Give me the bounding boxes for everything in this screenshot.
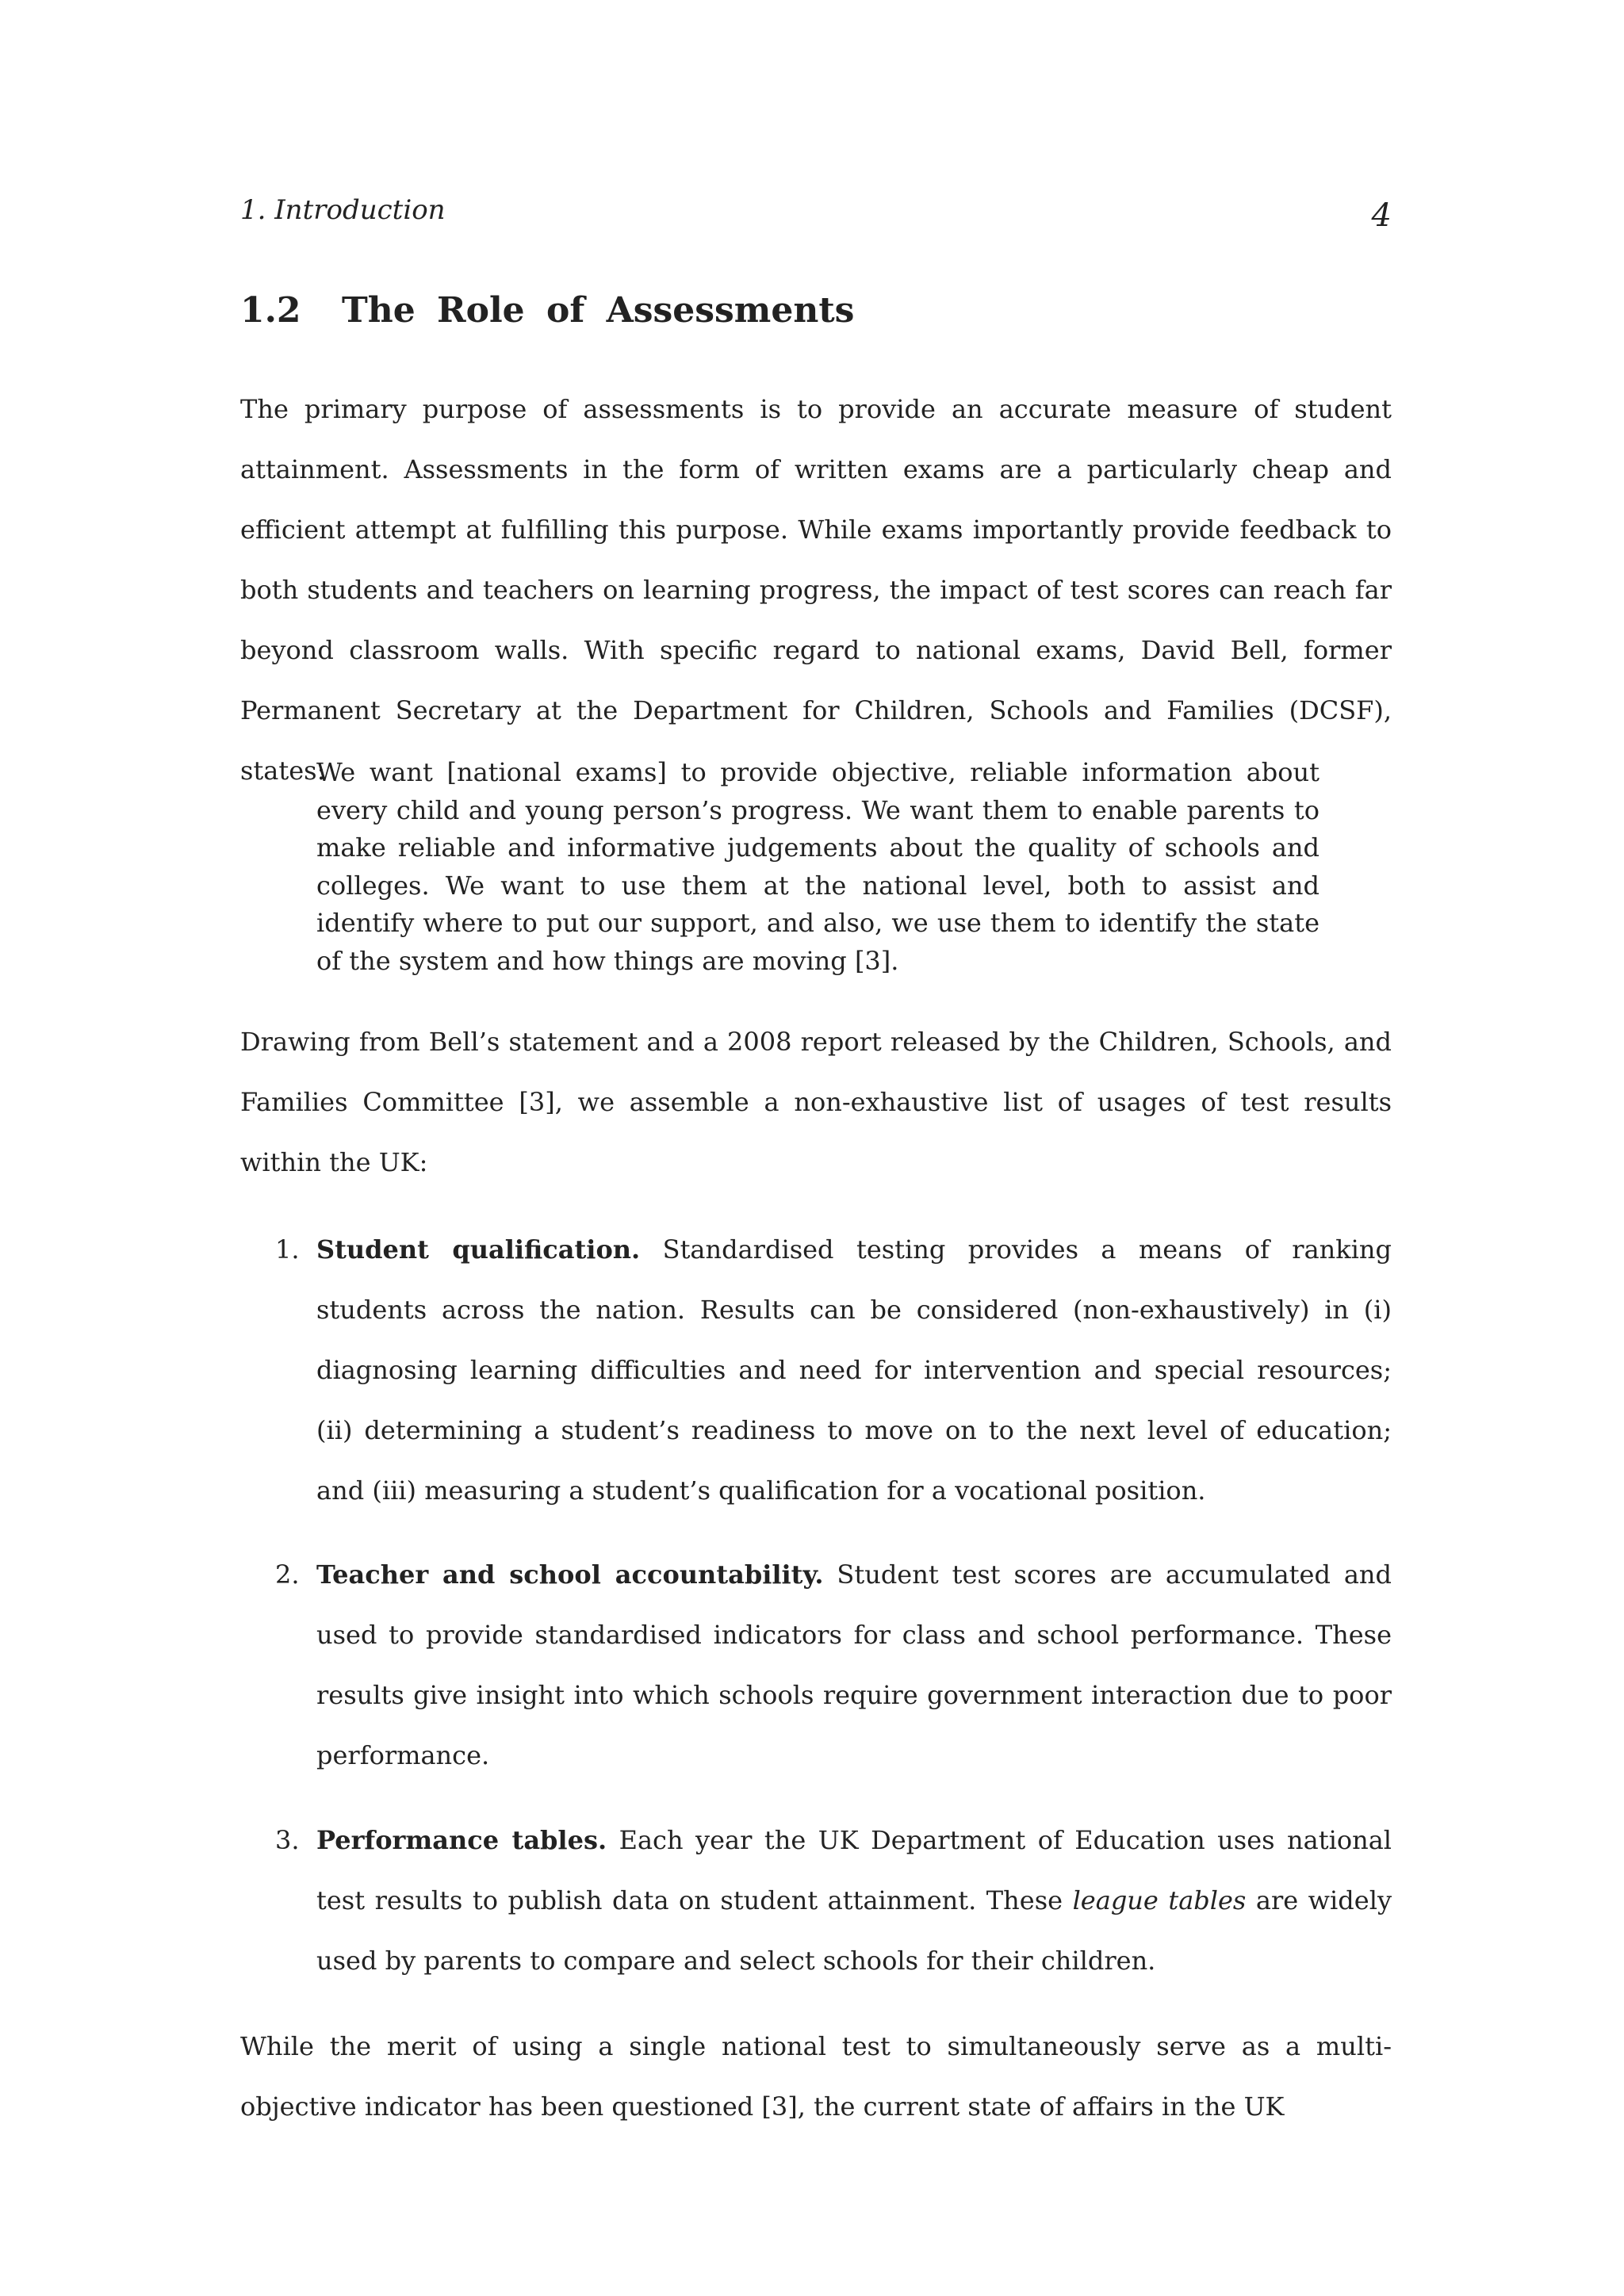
list-item bbox=[240, 1544, 1392, 1785]
running-header-chapter: 1. Introduction bbox=[240, 194, 446, 226]
list-item-heading: Teacher and school accountability. bbox=[316, 1559, 824, 1590]
list-item-number: 2. bbox=[275, 1559, 300, 1590]
list-item-number: 3. bbox=[275, 1825, 300, 1855]
list-item-number: 1. bbox=[275, 1234, 300, 1265]
list-item-text: Standardised testing provides a means of ranking students across the nation. Results can be considered (non-exhaustively) in (i) diagnosing learning difficulties and need for intervention and special resources; (ii) determining a student’s readiness to move on to the next level of education; and (iii) measuring a student’s qualification for a vocational position. bbox=[316, 1234, 1392, 1506]
list-item-body bbox=[316, 1544, 1392, 1785]
section-title: The Role of Assessments bbox=[342, 290, 855, 331]
section-number: 1.2 bbox=[240, 290, 301, 331]
list-item-heading: Performance tables. bbox=[316, 1825, 607, 1855]
list-item bbox=[240, 1810, 1392, 1991]
list-item-text: Each year the UK Department of Education uses national test results to publish data on student attainment. These bbox=[316, 1825, 1392, 1915]
section-heading bbox=[240, 290, 854, 331]
body-paragraph-2: Drawing from Bell’s statement and a 2008 report released by the Children, Schools, and Families Committee [3], we assemble a non-exhaustive list of usages of test results within the UK: bbox=[240, 1027, 1392, 1177]
body-paragraph-1: The primary purpose of assessments is to provide an accurate measure of student attainment. Assessments in the form of written exams are a particularly cheap and efficient attempt at fulfilling this purpose. While exams importantly provide feedback to both students and teachers on learning progress, the impact of test scores can reach far beyond classroom walls. With specific regard to national exams, David Bell, former Permanent Secretary at the Department for Children, Schools and Families (DCSF), states: bbox=[240, 394, 1392, 786]
list-item-body bbox=[316, 1219, 1392, 1521]
list-item-text: are widely used by parents to compare and select schools for their children. bbox=[316, 1885, 1392, 1976]
body-paragraph-3: While the merit of using a single national test to simultaneously serve as a multi-objective indicator has been questioned [3], the current state of affairs in the UK bbox=[240, 2031, 1392, 2122]
block-quote: We want [national exams] to provide objective, reliable information about every child and young person’s progress. We want them to enable parents to make reliable and informative judgements about the quality of schools and colleges. We want to use them at the national level, both to assist and identify where to put our support, and also, we use them to identify the state of the system and how things are moving [3]. bbox=[316, 757, 1320, 976]
list-item-emphasis: league tables bbox=[1072, 1885, 1247, 1915]
list-item bbox=[240, 1219, 1392, 1521]
list-item-text: Student test scores are accumulated and used to provide standardised indicators for class and school performance. These results give insight into which schools require government interaction due to poor performance. bbox=[316, 1559, 1392, 1770]
running-header bbox=[240, 194, 1392, 234]
list-item-heading: Student qualification. bbox=[316, 1234, 641, 1265]
list-item-body bbox=[316, 1810, 1392, 1991]
page-number: 4 bbox=[1371, 197, 1392, 234]
